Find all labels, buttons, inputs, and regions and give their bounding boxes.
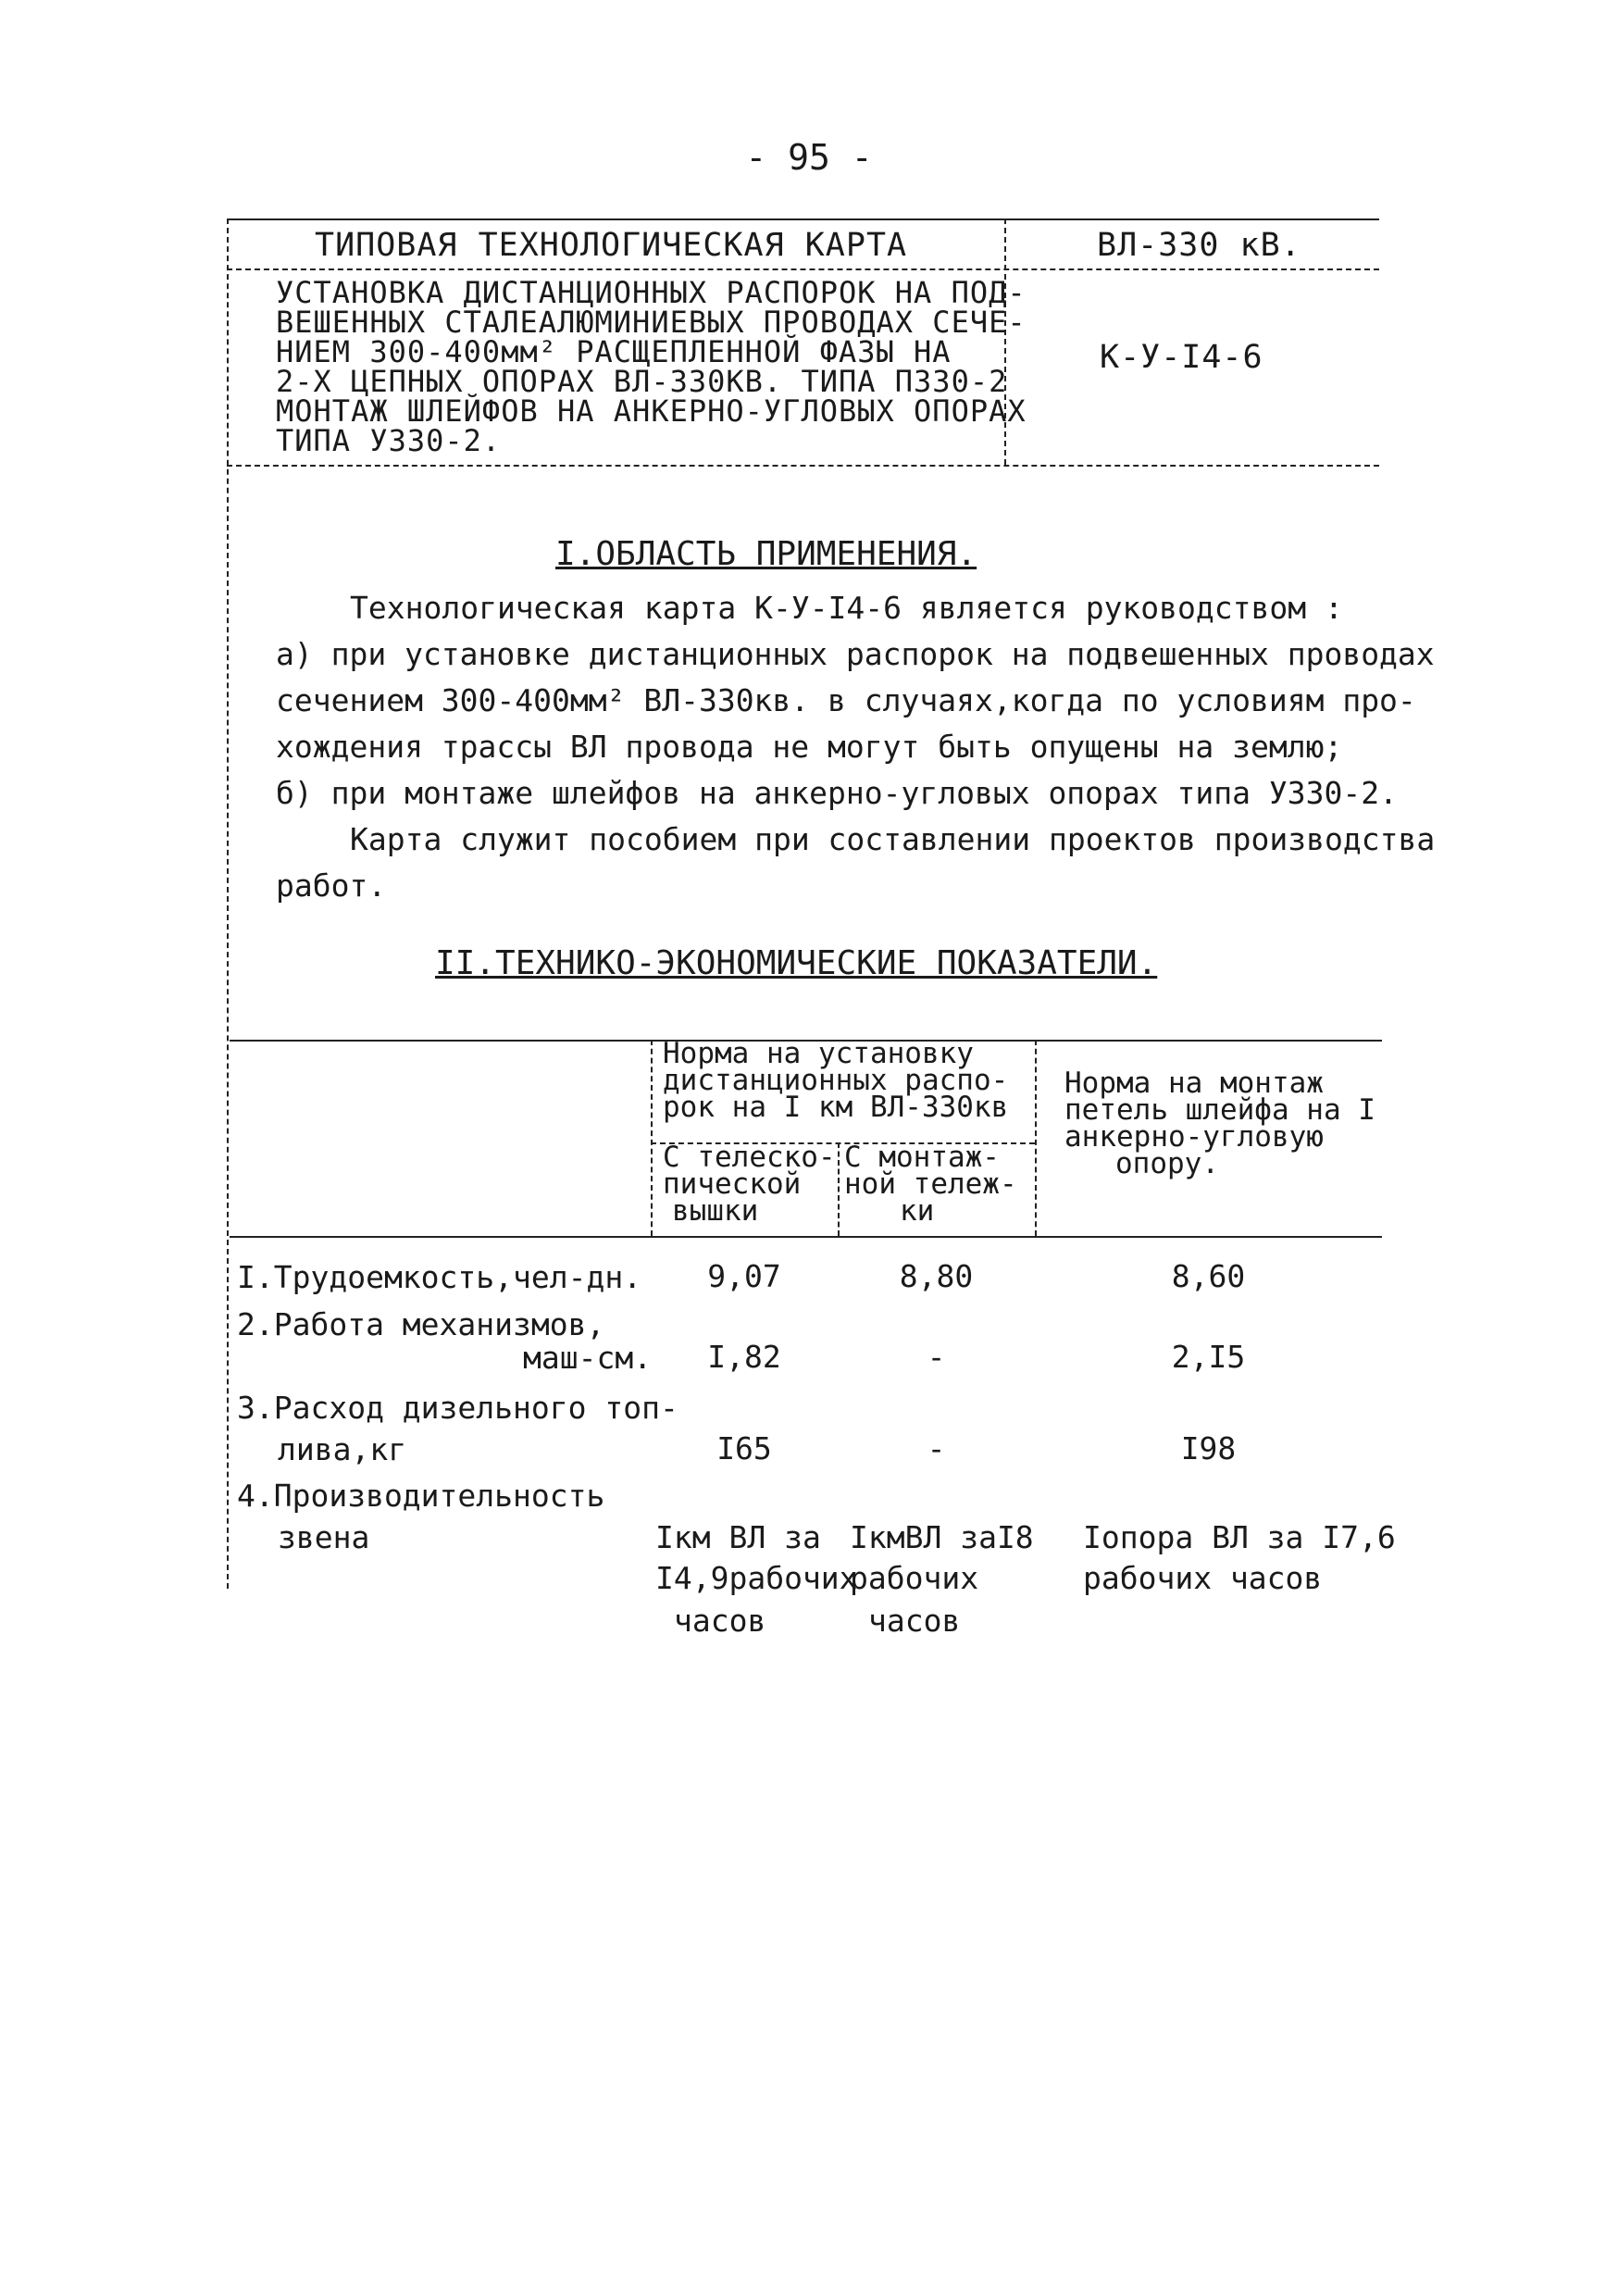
card-title-line: НИЕМ 300-400мм² РАСЩЕПЛЕННОЙ ФАЗЫ НА: [276, 334, 952, 369]
value-line: рабочих: [850, 1560, 979, 1596]
productivity-telescopic-value: [655, 1518, 858, 1642]
fuel-loop-value: I98: [1180, 1430, 1237, 1466]
productivity-loop-value: [1083, 1518, 1396, 1600]
value-line: I4,9рабочих: [655, 1560, 858, 1596]
section-heading-indicators: II.ТЕХНИКО-ЭКОНОМИЧЕСКИЕ ПОКАЗАТЕЛИ.: [435, 944, 1158, 982]
header-text: ки: [900, 1194, 935, 1228]
fuel-telescopic-value: I65: [716, 1430, 772, 1466]
header-text: опору.: [1115, 1147, 1219, 1180]
installation-norm-header: [663, 1037, 1009, 1124]
page-number: - 95 -: [745, 137, 873, 178]
scope-line: Карта служит пособием при составлении проектов производства: [350, 821, 1436, 857]
header-bottom-rule: [227, 465, 1379, 467]
machines-telescopic-value: I,82: [707, 1339, 781, 1375]
header-text: ной тележ-: [844, 1167, 1017, 1201]
scope-line: работ.: [276, 867, 387, 904]
fuel-cart-value: -: [927, 1430, 946, 1466]
value-line: Iкм ВЛ за: [655, 1519, 821, 1555]
row-label-labor: I.Трудоемкость,чел-дн.: [237, 1259, 642, 1295]
table-header-bottom-rule: [230, 1236, 1382, 1238]
header-top-rule: [227, 218, 1379, 220]
card-code: К-У-I4-6: [1100, 339, 1263, 376]
header-row-divider: [227, 268, 1379, 270]
header-text: анкерно-угловую: [1064, 1120, 1324, 1154]
card-title-line: ТИПА У330-2.: [276, 423, 502, 458]
header-text: С телеско-: [663, 1141, 836, 1174]
scope-line: сечением 300-400мм² ВЛ-330кв. в случаях,когда по условиям про-: [276, 682, 1416, 718]
loop-mounting-norm-header: [1064, 1067, 1375, 1180]
header-text: петель шлейфа на I: [1064, 1093, 1375, 1127]
card-type-title: ТИПОВАЯ ТЕХНОЛОГИЧЕСКАЯ КАРТА: [315, 227, 908, 264]
labor-telescopic-value: 9,07: [707, 1258, 781, 1294]
value-line: часов: [674, 1603, 766, 1639]
card-title-line: ВЕШЕННЫХ СТАЛЕАЛЮМИНИЕВЫХ ПРОВОДАХ СЕЧЕ-: [276, 305, 1027, 340]
scope-line: б) при монтаже шлейфов на анкерно-угловых опорах типа У330-2.: [276, 775, 1398, 811]
productivity-cart-value: [850, 1518, 1034, 1642]
header-text: рок на I км ВЛ-330кв: [663, 1091, 1009, 1124]
header-text: пической: [663, 1167, 802, 1201]
row-label-fuel-unit: лива,кг: [278, 1431, 407, 1467]
value-line: IкмВЛ заI8: [850, 1519, 1034, 1555]
voltage-label: ВЛ-330 кВ.: [1097, 227, 1301, 264]
labor-loop-value: 8,60: [1171, 1258, 1246, 1294]
card-title-block: [276, 275, 1027, 458]
scope-line: хождения трассы ВЛ провода не могут быть опущены на землю;: [276, 729, 1343, 765]
card-title-line: МОНТАЖ ШЛЕЙФОВ НА АНКЕРНО-УГЛОВЫХ ОПОРАХ: [276, 393, 1027, 429]
machines-cart-value: -: [927, 1339, 946, 1375]
table-column-divider: [838, 1142, 840, 1236]
header-text: вышки: [672, 1194, 759, 1228]
header-text: дистанционных распо-: [663, 1064, 1009, 1097]
header-left-border: [227, 218, 229, 1589]
machines-loop-value: 2,I5: [1171, 1339, 1246, 1375]
header-text: С монтаж-: [844, 1141, 1000, 1174]
row-label-productivity-unit: звена: [278, 1519, 370, 1555]
labor-cart-value: 8,80: [899, 1258, 974, 1294]
row-label-fuel: 3.Расход дизельного топ-: [237, 1390, 678, 1426]
row-label-productivity: 4.Производительность: [237, 1478, 605, 1514]
section-heading-scope: I.ОБЛАСТЬ ПРИМЕНЕНИЯ.: [555, 535, 977, 573]
row-label-machines-unit: маш-см.: [523, 1340, 653, 1376]
scope-line: Технологическая карта К-У-I4-6 является руководством :: [350, 590, 1343, 626]
row-label-machines: 2.Работа механизмов,: [237, 1306, 605, 1342]
value-line: рабочих часов: [1083, 1560, 1323, 1596]
header-text: Норма на монтаж: [1064, 1067, 1324, 1100]
table-column-divider: [1035, 1040, 1037, 1236]
card-title-line: УСТАНОВКА ДИСТАНЦИОННЫХ РАСПОРОК НА ПОД-: [276, 275, 1027, 310]
table-column-divider: [651, 1040, 653, 1236]
card-title-line: 2-Х ЦЕПНЫХ ОПОРАХ ВЛ-330КВ. ТИПА П330-2: [276, 364, 1008, 399]
value-line: Iопора ВЛ за I7,6: [1083, 1519, 1396, 1555]
scope-line: а) при установке дистанционных распорок на подвешенных проводах: [276, 636, 1435, 672]
telescopic-tower-header: [663, 1141, 836, 1228]
header-text: Норма на установку: [663, 1037, 974, 1070]
mounting-cart-header: [844, 1141, 1017, 1228]
value-line: часов: [868, 1603, 961, 1639]
